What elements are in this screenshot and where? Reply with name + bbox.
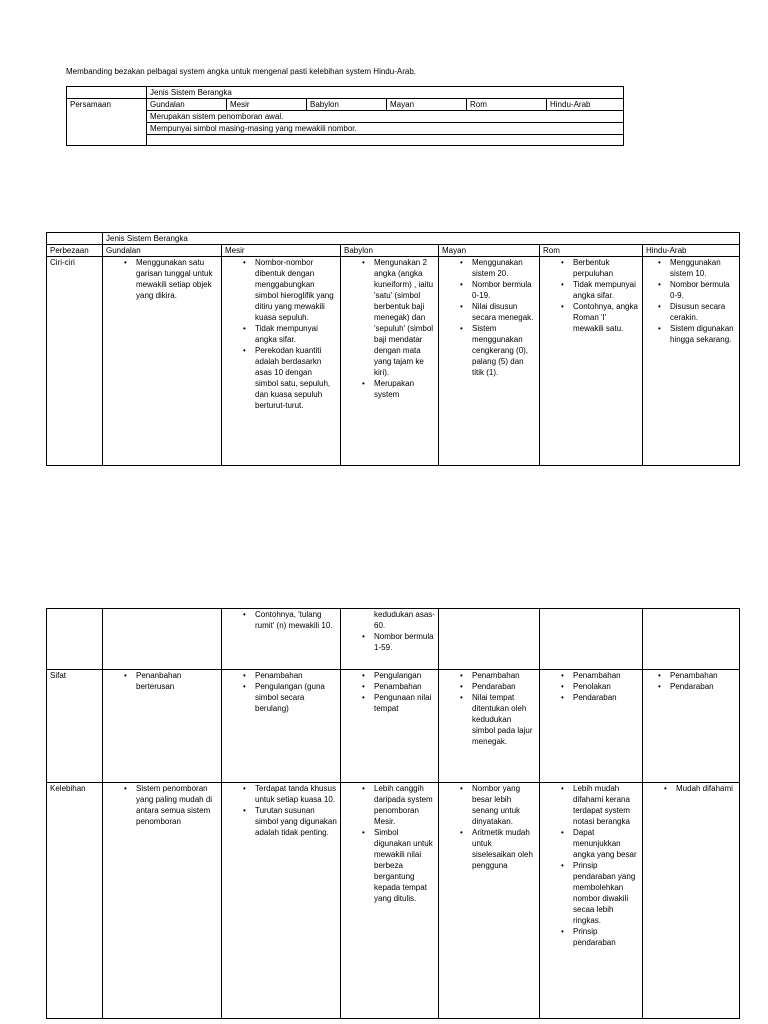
advantages-cell-rom bbox=[540, 783, 643, 1019]
advantages-cell-hindu-arab bbox=[643, 783, 740, 1019]
continuation-cell-babylon bbox=[341, 609, 439, 670]
bullet-item: • Nombor-nombor dibentuk dengan menggabungkan simbol hieroglifik yang ditiru yang mewakili kuasa sepuluh. bbox=[243, 257, 337, 323]
system-header: Hindu-Arab bbox=[547, 99, 624, 111]
continuation-cell bbox=[540, 609, 643, 670]
bullet-item: • Contohnya, 'tulang rumit' (n) mewakili 10. bbox=[243, 609, 337, 631]
bullet-item: • Mengunakan 2 angka (angka kuneiform) , iaitu 'satu' (simbol berbentuk baji menegak) dan 'sepuluh' (simbol baji mendatar dengan mata yang tajam ke kiri). bbox=[362, 257, 435, 378]
system-header: Mayan bbox=[387, 99, 467, 111]
bullet-item: • Merupakan system bbox=[362, 378, 435, 400]
bullet-item: • Pengunaan nilai tempat bbox=[362, 692, 435, 714]
bullet-item: • Prinsip pendaraban bbox=[561, 926, 639, 948]
similarity-item: Merupakan sistem penomboran awal. bbox=[147, 111, 624, 123]
bullet-item: • Penanbahan berterusan bbox=[124, 670, 218, 692]
bullet-item: • Prinsip pendaraban yang membolehkan nombor diwakili secaa lebih ringkas. bbox=[561, 860, 639, 926]
differences-label: Perbezaan bbox=[47, 245, 103, 257]
bullet-item: • Lebih canggih daripada system penomboran Mesir. bbox=[362, 783, 435, 827]
characteristics-cell-mayan bbox=[439, 257, 540, 466]
bullet-item: • Pendaraban bbox=[561, 692, 639, 703]
characteristics-cell-gundalan bbox=[103, 257, 222, 466]
system-header: Rom bbox=[467, 99, 547, 111]
bullet-item: • Pendaraban bbox=[658, 681, 736, 692]
continuation-cell bbox=[103, 609, 222, 670]
bullet-item: • Nombor bermula 0-19. bbox=[460, 279, 536, 301]
continuation-cell bbox=[643, 609, 740, 670]
empty-corner-cell bbox=[47, 233, 103, 245]
bullet-item: • Mudah difahami bbox=[664, 783, 736, 794]
advantages-row bbox=[47, 783, 740, 1019]
empty-label-cell bbox=[47, 609, 103, 670]
bullet-item: • Pendaraban bbox=[460, 681, 536, 692]
advantages-cell-mayan bbox=[439, 783, 540, 1019]
similarity-item: Mempunyai simbol masing-masing yang mewakili nombor. bbox=[147, 123, 624, 135]
characteristics-cell-mesir bbox=[222, 257, 341, 466]
system-header: Babylon bbox=[341, 245, 439, 257]
bullet-item: • Menggunakan sistem 10. bbox=[658, 257, 736, 279]
bullet-item: • Penambahan bbox=[561, 670, 639, 681]
characteristics-cell-hindu-arab bbox=[643, 257, 740, 466]
bullet-item: • Nombor yang besar lebih senang untuk dinyatakan. bbox=[460, 783, 536, 827]
row-label-sifat: Sifat bbox=[47, 670, 103, 783]
properties-cell-gundalan bbox=[103, 670, 222, 783]
system-types-header: Jenis Sistem Berangka bbox=[147, 87, 624, 99]
system-header: Mesir bbox=[222, 245, 341, 257]
advantages-cell-mesir bbox=[222, 783, 341, 1019]
bullet-item: • Nilai disusun secara menegak. bbox=[460, 301, 536, 323]
system-header: Mesir bbox=[227, 99, 307, 111]
bullet-item: • Tidak mempunyai angka sifar. bbox=[243, 323, 337, 345]
bullet-item: • Berbentuk perpuluhan bbox=[561, 257, 639, 279]
bullet-item: • Nombor bermula 1-59. bbox=[362, 631, 435, 653]
bullet-item: • Penambahan bbox=[658, 670, 736, 681]
bullet-item: • Simbol digunakan untuk mewakili nilai berbeza bergantung kepada tempat yang ditulis. bbox=[362, 827, 435, 904]
system-header: Hindu-Arab bbox=[643, 245, 740, 257]
properties-cell-mesir bbox=[222, 670, 341, 783]
row-label-ciri-ciri: Ciri-ciri bbox=[47, 257, 103, 466]
bullet-item: • Penambahan bbox=[243, 670, 337, 681]
bullet-item: • Nilai tempat ditentukan oleh kedudukan simbol pada lajur menegak. bbox=[460, 692, 536, 747]
bullet-item: • Pengulangan (guna simbol secara berulang) bbox=[243, 681, 337, 714]
bullet-item: • Perekodan kuantiti adalah berdasarkn asas 10 dengan simbol satu, sepuluh, dan kuasa sepuluh berturut-turut. bbox=[243, 345, 337, 411]
system-header: Rom bbox=[540, 245, 643, 257]
properties-cell-hindu-arab bbox=[643, 670, 740, 783]
bullet-item: • Sistem penomboran yang paling mudah di antara semua sistem penomboran bbox=[124, 783, 218, 827]
system-header: Gundalan bbox=[147, 99, 227, 111]
system-types-header: Jenis Sistem Berangka bbox=[103, 233, 740, 245]
continuation-row bbox=[47, 609, 740, 670]
continuation-table bbox=[46, 608, 740, 1019]
bullet-item: • Disusun secara cerakin. bbox=[658, 301, 736, 323]
continued-text: kedudukan asas-60. bbox=[374, 610, 435, 630]
properties-cell-rom bbox=[540, 670, 643, 783]
bullet-item: • Tidak mempunyai angka sifar. bbox=[561, 279, 639, 301]
bullet-item: • Pengulangan bbox=[362, 670, 435, 681]
bullet-item: • Menggunakan sistem 20. bbox=[460, 257, 536, 279]
characteristics-row bbox=[47, 257, 740, 466]
bullet-item: • Turutan susunan simbol yang digunakan adalah tidak penting. bbox=[243, 805, 337, 838]
bullet-item: • Penambahan bbox=[362, 681, 435, 692]
continuation-cell bbox=[439, 609, 540, 670]
empty-corner-cell bbox=[67, 87, 147, 99]
advantages-cell-babylon bbox=[341, 783, 439, 1019]
system-header: Mayan bbox=[439, 245, 540, 257]
characteristics-cell-rom bbox=[540, 257, 643, 466]
row-label-persamaan: Persamaan bbox=[67, 99, 147, 146]
bullet-item: • Dapat menunjukkan angka yang besar bbox=[561, 827, 639, 860]
differences-table bbox=[46, 232, 740, 466]
bullet-item: • Penambahan bbox=[460, 670, 536, 681]
similarity-item bbox=[147, 135, 624, 146]
page-heading: Membanding bezakan pelbagai system angka untuk mengenal pasti kelebihan system Hindu-Arab. bbox=[66, 67, 416, 76]
system-header: Babylon bbox=[307, 99, 387, 111]
row-label-kelebihan: Kelebihan bbox=[47, 783, 103, 1019]
bullet-item: • Contohnya, angka Roman 'I' mewakili satu. bbox=[561, 301, 639, 334]
bullet-item: • Menggunakan satu garisan tunggal untuk mewakili setiap objek yang dikira. bbox=[124, 257, 218, 301]
bullet-item: • Penolakan bbox=[561, 681, 639, 692]
system-header: Gundalan bbox=[103, 245, 222, 257]
similarities-table bbox=[66, 86, 624, 146]
bullet-item: • Sistem menggunakan cengkerang (0), palang (5) dan titik (1). bbox=[460, 323, 536, 378]
bullet-item: • Aritmetik mudah untuk siselesaikan oleh pengguna bbox=[460, 827, 536, 871]
properties-cell-babylon bbox=[341, 670, 439, 783]
bullet-item: • Lebih mudah difahami kerana terdapat system notasi berangka bbox=[561, 783, 639, 827]
properties-row bbox=[47, 670, 740, 783]
properties-cell-mayan bbox=[439, 670, 540, 783]
continuation-cell-mesir bbox=[222, 609, 341, 670]
bullet-item: • Terdapat tanda khusus untuk setiap kuasa 10. bbox=[243, 783, 337, 805]
characteristics-cell-babylon bbox=[341, 257, 439, 466]
bullet-item: • Nombor bermula 0-9. bbox=[658, 279, 736, 301]
bullet-item: • Sistem digunakan hingga sekarang. bbox=[658, 323, 736, 345]
advantages-cell-gundalan bbox=[103, 783, 222, 1019]
